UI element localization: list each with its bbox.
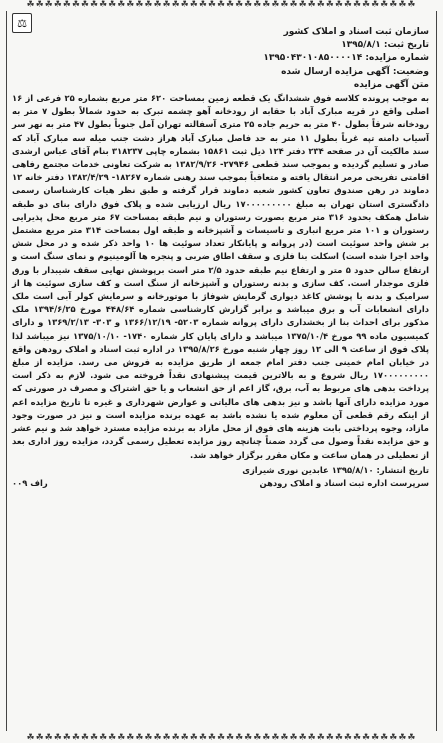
registration-date: تاریخ ثبت: ۱۳۹۵/۸/۱	[341, 40, 429, 51]
auction-notice	[12, 26, 429, 490]
decorative-border-top: ☘☘☘☘☘☘☘☘☘☘☘☘☘☘☘☘☘☘☘☘☘☘☘☘☘☘☘☘☘☘☘☘☘☘☘☘☘☘☘☘☘☘☘	[26, 0, 417, 10]
notice-text-title: متن آگهی مزایده	[353, 79, 429, 90]
notice-status: وضعیت: آگهی مزایده ارسال شده	[281, 66, 429, 77]
notice-footer	[12, 464, 429, 490]
registry-logo-icon: ⚖	[12, 13, 32, 33]
notice-body: به موجب پرونده کلاسه فوق ششدانگ یک قطعه زمین بمساحت ۶۲۰ متر مربع بشماره ۲۵ فرعی از ۱۶ اصلی واقع در قریه مبارک آباد با حقابه از رودخانه آهو چشمه تبرک به حدود شمالاً بطول ۷ متر به رودخانه شرقاً بطول ۴۰ متر به حریم جاده ۲۵ متری آسفالته تهران آمل جنوباً بطول ۴۷ متر به نهر سر آسیاب دامنه تپه غرباً بطول ۱۱ متر به حد فاصل مبارک آباد هراز دشت جنب میله سه مبارک آباد که سند مالکیت آن در صفحه ۲۳۴ دفتر ۱۲۴ ذیل ثبت ۱۵۸۶۱ بشماره چاپی ۳۱۸۲۳۷ بنام آقای عباس ارشدی صادر و تسلیم گردیده و بموجب سند قطعی ۲۷۹۴۶- ۱۳۸۲/۹/۲۶ به شرکت تعاونی خدمات مجتمع رفاهی اقامتی تفریحی مرمر انتقال یافته و متعاقباً بموجب سند رهنی شماره ۱۸۲۶۷- ۱۳۸۲/۴/۲۹ دفتر خانه ۱۲ دماوند در رهن صندوق تعاون کشور شعبه دماوند قرار گرفته و طبق نظر هیات کارشناسان رسمی دادگستری استان تهران به مبلغ ۱۷۰۰۰۰۰۰۰۰۰ ریال ارزیابی شده و پلاک فوق دارای بنای دو طبقه شامل همکف بحدود ۳۱۶ متر مربع بصورت رستوران و نیم طبقه بمساحت ۶۷ متر مربع محل پذیرایی رستوران و ۱۰۱ متر مربع انباری و تاسیسات و آشپزخانه و طبقه اول بمساحت ۳۱۴ متر مربع مشتمل بر شش واحد سوئیت است (در پروانه و پایانکار تعداد سوئیت ها ۱۰ واحد ذکر شده و در محل شش واحد اجرا شده است) اسکلت بنا فلزی و سقف اطاق ضربی و پنجره ها آلومینیوم و نمای سنگ است و ارتفاع سالن حدود ۵ متر و ارتفاع نیم طبقه حدود ۲/۵ متر است برپوشش نهایی سقف شیبدار با ورق فلزی موجدار است. کف سازی و بدنه رستوران و آشپزخانه از سنگ است و کف سازی سوئیت ها از سرامیک و بدنه با پوشش کاغذ دیواری گرمایش شوفاژ با موتورخانه و سرمایش کولر آبی است ملک دارای انشعابات آب و برق میباشد و برابر گزارش کارشناسی شماره ۴۴۸/۶۴ مورخ ۱۳۹۴/۶/۲۵ ملک مذکور برای احداث بنا از بخشداری دارای پروانه شماره ۵۲۰۳- ۱۳۶۶/۱۲/۱۹ و ۳۰۳- ۱۳۶۹/۲/۱۳ و دارای کمیسیون ماده ۹۹ مورخ ۱۳۷۵/۱۰/۴ میباشد و دارای پایان کار شماره ۱۷۴۰- ۱۳۷۵/۱۰/۱۰ نیز میباشد لذا پلاک فوق از ساعت ۹ الی ۱۲ روز چهار شنبه مورخ ۱۳۹۵/۸/۲۶ در اداره ثبت اسناد و املاک رودهن واقع در خیابان امام خمینی جنب دفتر امام جمعه از طریق مزایده به فروش می رسد. مزایده از مبلغ ۱۷۰۰۰۰۰۰۰۰۰ ریال شروع و به بالاترین قیمت پیشنهادی نقداً فروخته می شود. لازم به ذکر است پرداخت بدهی های مربوط به آب، برق، گاز اعم از حق انشعاب و یا حق اشتراک و مصرف در صورتی که مورد مزایده دارای آنها باشد و نیز بدهی های مالیاتی و عوارض شهرداری و غیره تا تاریخ مزایده اعم از اینکه رقم قطعی آن معلوم شده یا نشده باشد به عهده برنده مزایده است و نیز در صورت وجود مازاد، وجوه پرداختی بابت هزینه های فوق از محل مازاد به برنده مزایده مسترد خواهد شد و نیم عشر و حق مزایده نقداً وصول می گردد ضمناً چنانچه روز مزایده تعطیل رسمی گردد، مزایده روز اداری بعد از تعطیلی در همان ساعت و مکان مقرر برگزار خواهد شد.	[12, 93, 430, 460]
notice-code: راف ۰۰۹	[12, 477, 48, 488]
decorative-border-bottom: ☘☘☘☘☘☘☘☘☘☘☘☘☘☘☘☘☘☘☘☘☘☘☘☘☘☘☘☘☘☘☘☘☘☘☘☘☘☘☘☘☘☘☘	[26, 733, 417, 743]
signature-row	[12, 477, 429, 490]
signer-title: سرپرست اداره ثبت اسناد و املاک رودهن	[259, 477, 429, 488]
publication-date: تاریخ انتشار: ۱۳۹۵/۸/۱۰ عابدین نوری شیرازی	[242, 464, 429, 475]
org-name: سازمان ثبت اسناد و املاک کشور	[283, 27, 429, 37]
auction-number: شماره مزایده: ۱۳۹۵۰۴۳۰۱۰۸۵۰۰۰۰۱۴	[263, 53, 429, 64]
